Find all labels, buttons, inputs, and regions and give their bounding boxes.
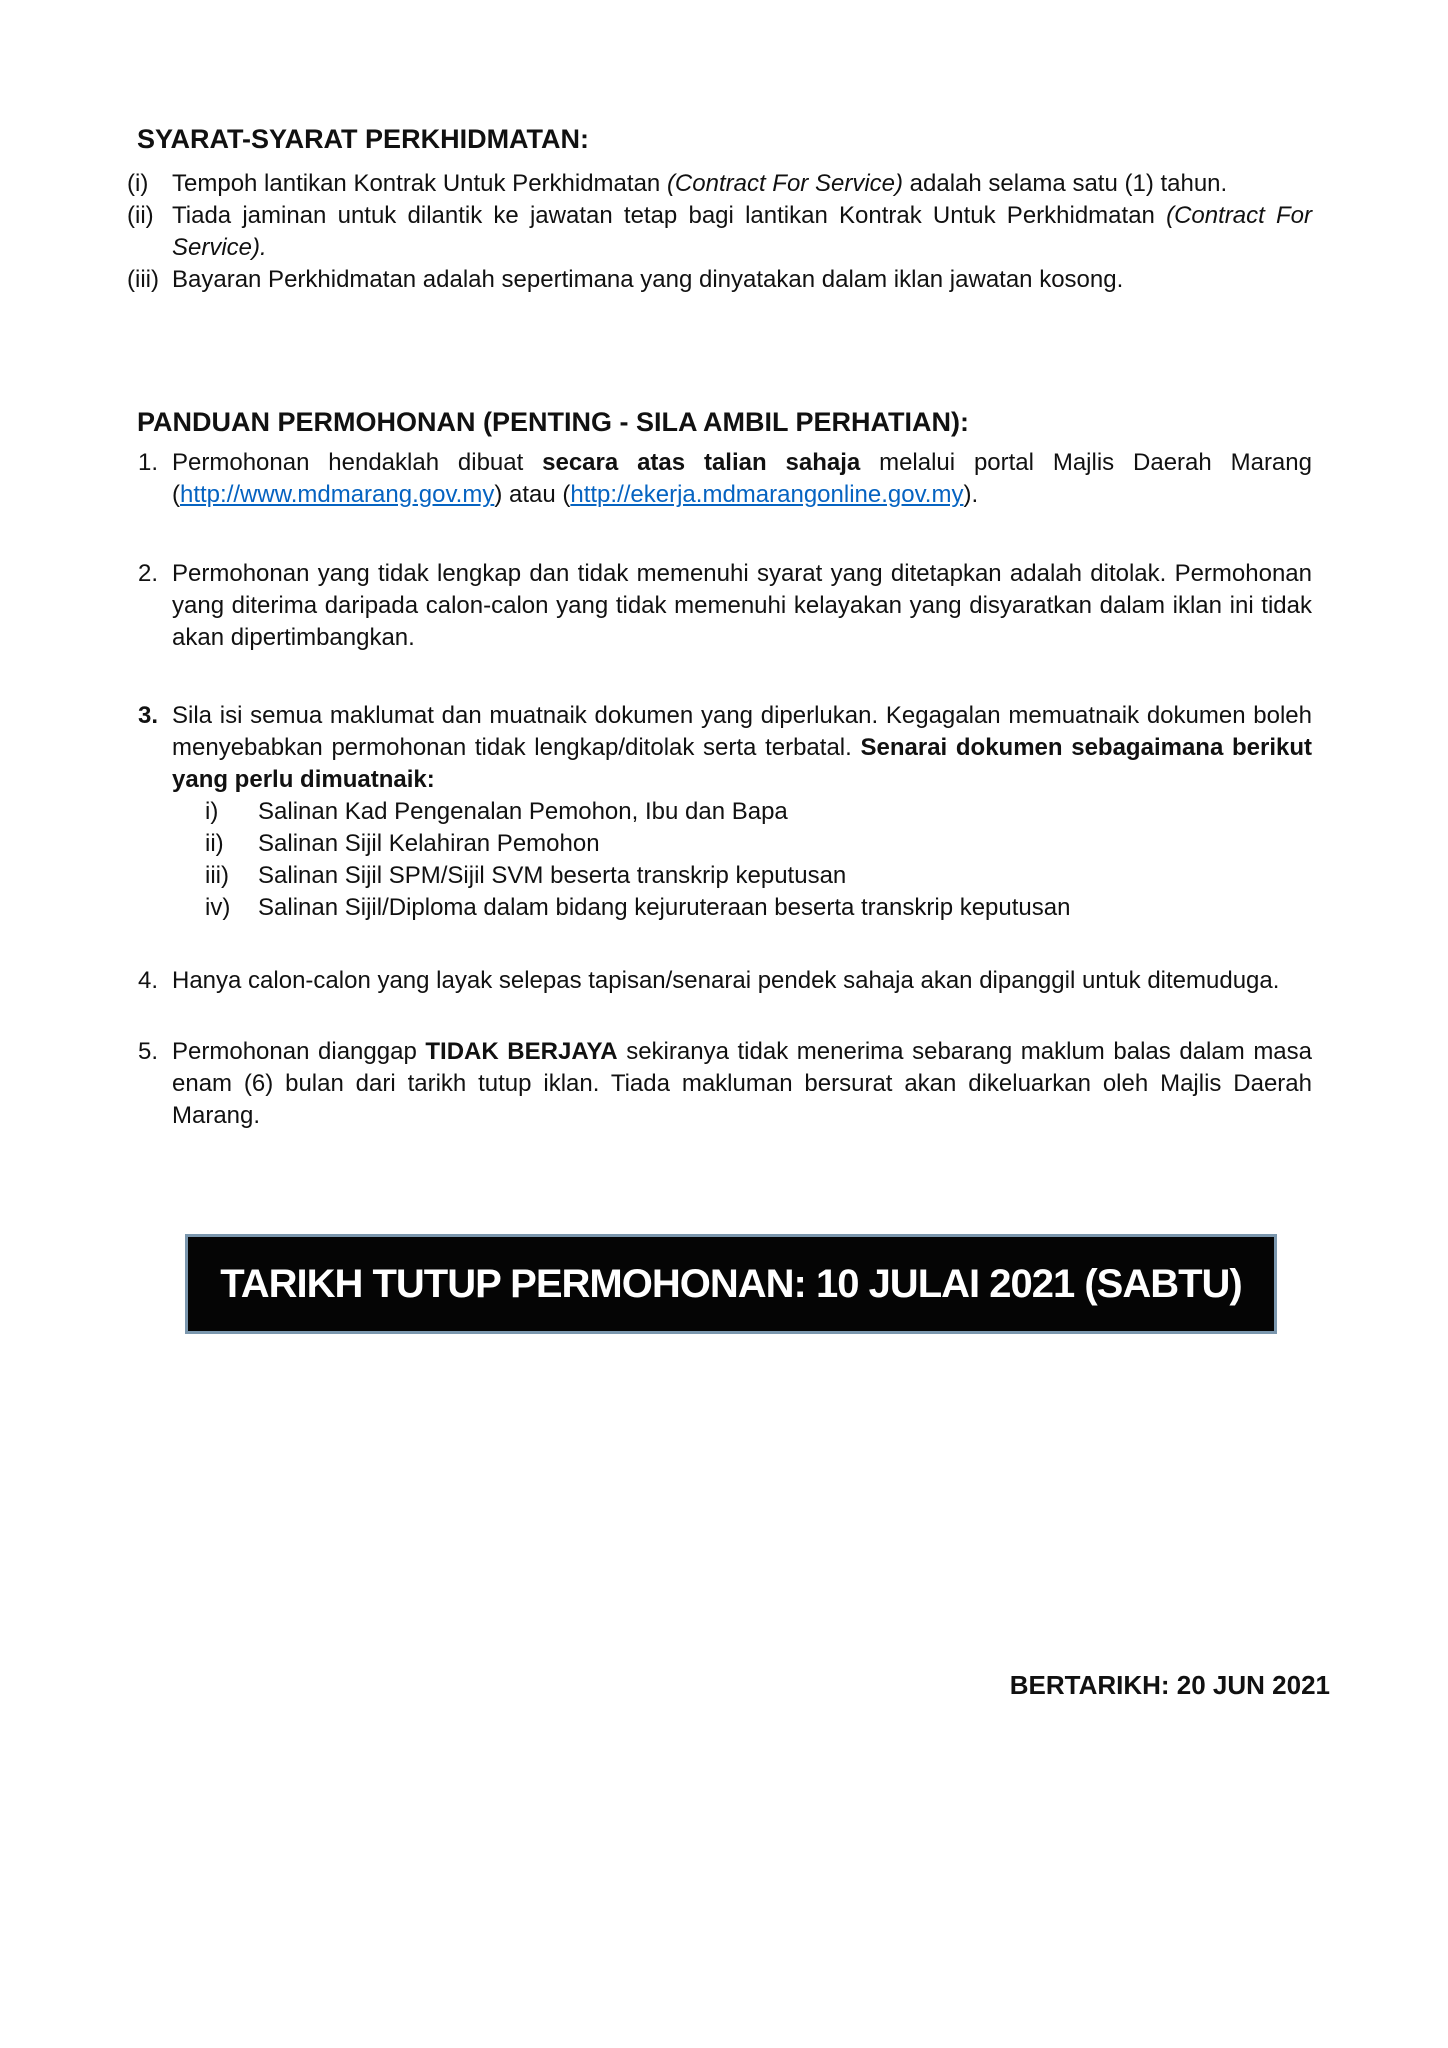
guideline-item-4 <box>127 965 1312 997</box>
guideline-item-1 <box>127 447 1312 511</box>
condition-text <box>172 200 1312 264</box>
condition-item-i <box>127 168 1312 200</box>
section-syarat-perkhidmatan <box>127 124 1312 296</box>
sublist-marker: i) <box>205 798 219 825</box>
italic-segment: (Contract For Service) <box>666 170 903 197</box>
section-heading-syarat: SYARAT-SYARAT PERKHIDMATAN: <box>137 124 590 154</box>
condition-item-ii <box>127 200 1312 264</box>
text-segment: Permohonan dianggap <box>172 1038 426 1065</box>
document-item-text: Salinan Sijil Kelahiran Pemohon <box>258 830 600 857</box>
closing-date-text: TARIKH TUTUP PERMOHONAN: 10 JULAI 2021 (SABTU) <box>220 1262 1242 1306</box>
guideline-item-5 <box>127 1036 1312 1132</box>
text-segment: melalui portal Majlis Daerah Marang ( <box>172 449 1312 508</box>
portal-link-ekerja[interactable]: http://ekerja.mdmarangonline.gov.my <box>570 481 964 508</box>
closing-date-banner <box>185 1234 1277 1334</box>
guideline-text: Permohonan yang tidak lengkap dan tidak memenuhi syarat yang ditetapkan adalah ditolak. Permohonan yang diterima daripada calon-calon yang tidak memenuhi kelayakan yang disyaratkan dalam iklan ini tidak akan dipertimbangkan. <box>172 560 1312 651</box>
document-item-ii <box>205 828 1312 860</box>
guideline-text <box>172 700 1312 796</box>
guideline-item-3-paragraph <box>127 700 1312 796</box>
condition-item-iii <box>127 264 1312 296</box>
bold-segment: secara atas talian sahaja <box>542 449 861 476</box>
list-number: 5. <box>138 1038 159 1065</box>
bold-segment: TIDAK BERJAYA <box>425 1038 618 1065</box>
document-item-iii <box>205 860 1312 892</box>
text-segment: adalah selama satu (1) tahun. <box>903 170 1228 197</box>
guideline-item-2 <box>127 558 1312 654</box>
list-marker: (ii) <box>127 202 154 229</box>
text-segment: ). <box>963 481 979 508</box>
document-item-text: Salinan Sijil/Diploma dalam bidang kejuruteraan beserta transkrip keputusan <box>258 894 1071 921</box>
portal-link-mdmarang[interactable]: http://www.mdmarang.gov.my <box>180 481 495 508</box>
document-item-text: Salinan Kad Pengenalan Pemohon, Ibu dan Bapa <box>258 798 788 825</box>
text-segment: Tempoh lantikan Kontrak Untuk Perkhidmatan <box>172 170 667 197</box>
section-heading-panduan: PANDUAN PERMOHONAN (PENTING - SILA AMBIL PERHATIAN): <box>137 407 969 437</box>
condition-text <box>172 264 1312 296</box>
text-segment: Sila isi semua maklumat dan muatnaik dokumen yang diperlukan. Kegagalan memuatnaik dokumen boleh menyebabkan permohonan tidak lengkap/ditolak serta terbatal. <box>172 702 1312 761</box>
document-sublist <box>205 796 1312 924</box>
section-panduan-permohonan <box>127 407 1312 1132</box>
list-number: 2. <box>138 560 159 587</box>
list-marker: (i) <box>127 170 149 197</box>
sublist-marker: ii) <box>205 830 224 857</box>
guideline-item-3 <box>127 700 1312 924</box>
list-marker: (iii) <box>127 266 159 293</box>
bold-segment: Senarai dokumen sebagaimana berikut yang perlu dimuatnaik: <box>172 734 1312 793</box>
text-segment: Bayaran Perkhidmatan adalah sepertimana yang dinyatakan dalam iklan jawatan kosong. <box>172 266 1124 293</box>
text-segment: sekiranya tidak menerima sebarang maklum balas dalam masa enam (6) bulan dari tarikh tutup iklan. Tiada makluman bersurat akan dikeluarkan oleh Majlis Daerah Marang. <box>172 1038 1313 1129</box>
document-item-text: Salinan Sijil SPM/Sijil SVM beserta transkrip keputusan <box>258 862 847 889</box>
guideline-text <box>172 1036 1312 1132</box>
list-number: 1. <box>138 449 159 476</box>
italic-segment: (Contract For Service). <box>172 202 1312 261</box>
sublist-marker: iii) <box>205 862 229 889</box>
text-segment: Tiada jaminan untuk dilantik ke jawatan tetap bagi lantikan Kontrak Untuk Perkhidmatan <box>172 202 1167 229</box>
document-item-i <box>205 796 1312 828</box>
document-item-iv <box>205 892 1312 924</box>
list-number: 3. <box>138 702 159 729</box>
list-number: 4. <box>138 967 159 994</box>
guideline-text: Hanya calon-calon yang layak selepas tapisan/senarai pendek sahaja akan dipanggil untuk ditemuduga. <box>172 967 1280 994</box>
guideline-text <box>172 447 1312 511</box>
sublist-marker: iv) <box>205 894 231 921</box>
text-segment: ) atau ( <box>494 481 571 508</box>
condition-text <box>172 168 1312 200</box>
document-date: BERTARIKH: 20 JUN 2021 <box>1009 1670 1330 1700</box>
text-segment: Permohonan hendaklah dibuat <box>172 449 543 476</box>
